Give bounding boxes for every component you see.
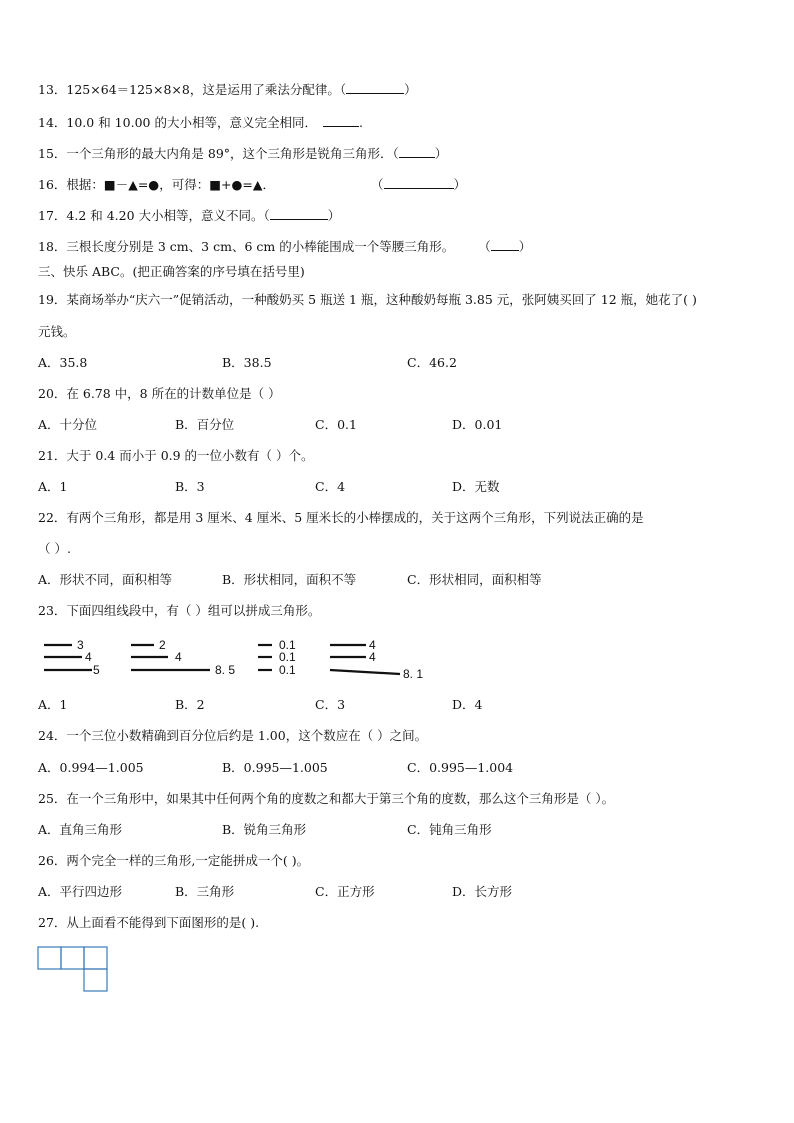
segment-label-2-3: 8. 5 [215, 663, 236, 677]
question-22-line2: （ ）. [38, 541, 71, 556]
question-14-text: 14．10.0 和 10.00 的大小相等，意义完全相同． [38, 115, 317, 130]
segment-group-4 [330, 638, 423, 681]
q21-option-d[interactable]: D．无数 [452, 479, 500, 494]
top-view-grid-figure [36, 945, 110, 995]
question-13-close: ） [404, 82, 417, 97]
q25-option-c[interactable]: C．钝角三角形 [407, 822, 492, 837]
segment-group-2 [131, 638, 235, 677]
q26-option-c[interactable]: C．正方形 [315, 884, 375, 899]
q26-option-d[interactable]: D．长方形 [452, 884, 513, 899]
q21-option-b[interactable]: B．3 [175, 479, 205, 494]
question-25: 25．在一个三角形中，如果其中任何两个角的度数之和都大于第三个角的度数，那么这个三角形是（ ）。 [38, 791, 615, 806]
q24-option-b[interactable]: B．0.995—1.005 [222, 760, 328, 775]
question-15-text: 15．一个三角形的最大内角是 89°，这个三角形是锐角三角形．（ [38, 146, 399, 161]
q24-option-a[interactable]: A．0.994—1.005 [38, 760, 144, 775]
q23-option-d[interactable]: D．4 [452, 697, 483, 712]
answer-blank-13[interactable] [346, 82, 404, 94]
q19-option-c[interactable]: C．46.2 [407, 355, 457, 370]
q20-option-a[interactable]: A．十分位 [38, 417, 98, 432]
q24-option-c[interactable]: C．0.995—1.004 [407, 760, 514, 775]
question-14-end: . [358, 115, 363, 130]
segment-label-1-2: 4 [85, 650, 92, 664]
segment-group-1 [44, 638, 100, 677]
question-19-line1: 19．某商场举办“庆六一”促销活动，一种酸奶买 5 瓶送 1 瓶，这种酸奶每瓶 3.85 元，张阿姨买回了 12 瓶，她花了( ) [38, 292, 697, 307]
segment-4-3 [330, 670, 400, 674]
question-21: 21．大于 0.4 而小于 0.9 的一位小数有（ ）个。 [38, 448, 314, 463]
q19-option-b[interactable]: B．38.5 [222, 355, 272, 370]
q22-option-c[interactable]: C．形状相同，面积相等 [407, 572, 542, 587]
q23-option-a[interactable]: A．1 [38, 697, 68, 712]
q22-option-b[interactable]: B．形状相同，面积不等 [222, 572, 357, 587]
q23-option-b[interactable]: B．2 [175, 697, 205, 712]
segment-label-3-3: 0.1 [279, 663, 296, 677]
question-16 [38, 177, 466, 193]
segment-label-2-1: 2 [159, 638, 166, 652]
q19-option-a[interactable]: A．35.8 [38, 355, 88, 370]
question-20: 20．在 6.78 中，8 所在的计数单位是（ ） [38, 386, 281, 401]
question-18-close: ） [518, 239, 532, 254]
question-18 [38, 239, 531, 255]
segment-label-4-3: 8. 1 [403, 667, 424, 681]
answer-blank-14[interactable] [323, 115, 359, 127]
question-13 [38, 82, 417, 98]
question-13-text: 13．125×64＝125×8×8，这是运用了乘法分配律。（ [38, 82, 347, 97]
question-24: 24．一个三位小数精确到百分位后约是 1.00，这个数应在（ ）之间。 [38, 728, 428, 743]
question-16-open: （ [371, 177, 384, 192]
question-14 [38, 115, 363, 131]
q21-option-a[interactable]: A．1 [38, 479, 68, 494]
answer-blank-15[interactable] [399, 146, 435, 158]
question-16-close: ） [453, 177, 467, 192]
question-23: 23．下面四组线段中，有（ ）组可以拼成三角形。 [38, 603, 321, 618]
grid-cell-2 [61, 947, 84, 969]
question-16-text: 16．根据：■－▲=●，可得：■+●=▲． [38, 177, 275, 192]
segment-label-4-1: 4 [369, 638, 376, 652]
answer-blank-18[interactable] [491, 239, 519, 251]
segment-label-2-2: 4 [175, 650, 182, 664]
segment-label-4-2: 4 [369, 650, 376, 664]
segment-label-1-3: 5 [93, 663, 100, 677]
question-17 [38, 208, 340, 224]
section-3-title: 三、快乐 ABC。(把正确答案的序号填在括号里) [38, 264, 305, 279]
q25-option-b[interactable]: B．锐角三角形 [222, 822, 307, 837]
q20-option-d[interactable]: D．0.01 [452, 417, 503, 432]
segment-label-1-1: 3 [77, 638, 84, 652]
grid-cell-1 [38, 947, 61, 969]
answer-blank-16[interactable] [384, 177, 454, 189]
question-15-close: ） [434, 146, 448, 161]
question-27: 27．从上面看不能得到下面图形的是( ). [38, 915, 260, 930]
answer-blank-17[interactable] [270, 208, 328, 220]
q26-option-b[interactable]: B．三角形 [175, 884, 235, 899]
question-18-open: （ [478, 239, 491, 254]
question-15 [38, 146, 447, 162]
question-18-text: 18．三根长度分别是 3 cm、3 cm、6 cm 的小棒能围成一个等腰三角形。 [38, 239, 455, 254]
question-17-close: ） [327, 208, 341, 223]
segment-groups-figure [0, 630, 460, 686]
grid-cell-3 [84, 947, 107, 969]
question-22-line1: 22．有两个三角形，都是用 3 厘米、4 厘米、5 厘米长的小棒摆成的，关于这两个三角形，下列说法正确的是 [38, 510, 644, 525]
q22-option-a[interactable]: A．形状不同，面积相等 [38, 572, 173, 587]
question-26: 26．两个完全一样的三角形,一定能拼成一个( )。 [38, 853, 310, 868]
question-19-line2: 元钱。 [38, 324, 76, 339]
q26-option-a[interactable]: A．平行四边形 [38, 884, 123, 899]
q20-option-c[interactable]: C．0.1 [315, 417, 357, 432]
question-17-text: 17．4.2 和 4.20 大小相等，意义不同。（ [38, 208, 270, 223]
segment-group-3 [258, 638, 296, 677]
q23-option-c[interactable]: C．3 [315, 697, 346, 712]
segment-label-3-1: 0.1 [279, 638, 296, 652]
q25-option-a[interactable]: A．直角三角形 [38, 822, 123, 837]
q20-option-b[interactable]: B．百分位 [175, 417, 235, 432]
segment-label-3-2: 0.1 [279, 650, 296, 664]
q21-option-c[interactable]: C．4 [315, 479, 346, 494]
grid-cell-4 [84, 969, 107, 991]
